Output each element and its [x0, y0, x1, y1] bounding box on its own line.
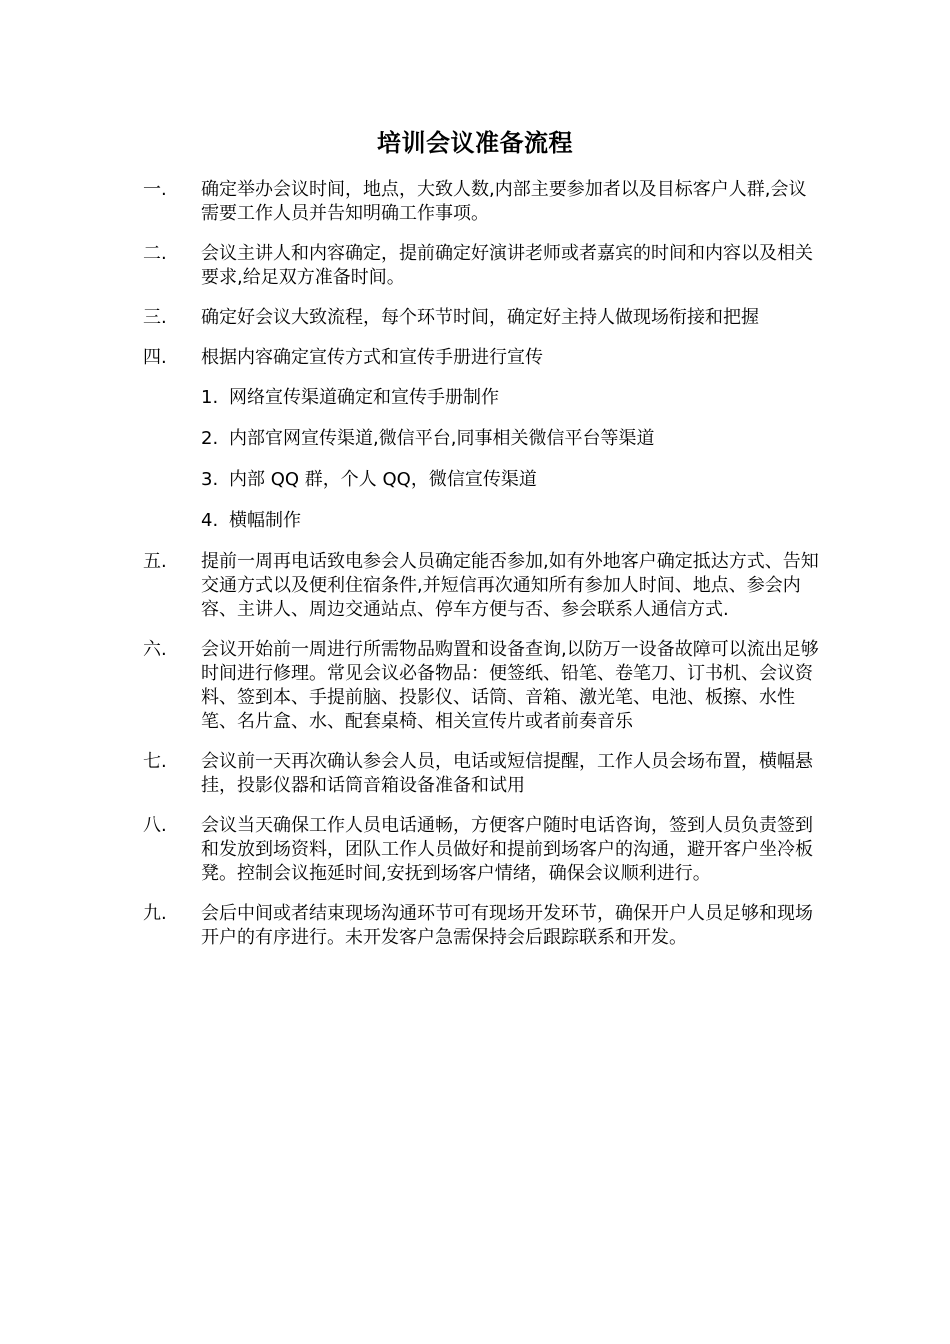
list-item-5: [143, 550, 823, 622]
sub-item-number: 3.: [201, 469, 219, 490]
item-text: 会议前一天再次确认参会人员，电话或短信提醒，工作人员会场布置，横幅悬挂，投影仪器和话筒音箱设备准备和试用: [201, 751, 813, 796]
item-text: 会议开始前一周进行所需物品购置和设备查询,以防万一设备故障可以流出足够时间进行修理。常见会议必备物品：便签纸、铅笔、卷笔刀、订书机、会议资料、签到本、手提前脑、投影仪、话筒、音箱、激光笔、电池、板擦、水性笔、名片盒、水、配套桌椅、相关宣传片或者前奏音乐: [201, 639, 819, 732]
item-number: 九.: [143, 903, 167, 924]
sub-item-3: [201, 468, 823, 492]
item-number: 六.: [143, 639, 167, 660]
item-text: 提前一周再电话致电参会人员确定能否参加,如有外地客户确定抵达方式、告知交通方式以及便利住宿条件,并短信再次通知所有参加人时间、地点、参会内容、主讲人、周边交通站点、停车方便与否、参会联系人通信方式.: [201, 551, 819, 620]
list-item-4: [143, 346, 823, 370]
sub-item-text: 内部官网宣传渠道,微信平台,同事相关微信平台等渠道: [229, 428, 655, 449]
sub-item-text: 横幅制作: [229, 510, 301, 531]
list-item-7: [143, 750, 823, 798]
process-list: [143, 178, 823, 966]
sub-item-number: 2.: [201, 428, 219, 449]
list-item-9: [143, 902, 823, 950]
sub-item-text: 网络宣传渠道确定和宣传手册制作: [229, 387, 499, 408]
sub-item-number: 1.: [201, 387, 219, 408]
sub-item-number: 4.: [201, 510, 219, 531]
item-text: 根据内容确定宣传方式和宣传手册进行宣传: [201, 347, 543, 368]
item-number: 一.: [143, 179, 167, 200]
sub-item-1: [201, 386, 823, 410]
item-number: 二.: [143, 243, 167, 264]
list-item-6: [143, 638, 823, 734]
item-text: 会议当天确保工作人员电话通畅，方便客户随时电话咨询，签到人员负责签到和发放到场资料，团队工作人员做好和提前到场客户的沟通，避开客户坐冷板凳。控制会议拖延时间,安抚到场客户情绪，确保会议顺利进行。: [201, 815, 813, 884]
document-title: 培训会议准备流程: [377, 129, 573, 157]
item-number: 三.: [143, 307, 167, 328]
item-text: 确定好会议大致流程，每个环节时间，确定好主持人做现场衔接和把握: [201, 307, 759, 328]
item-number: 七.: [143, 751, 167, 772]
item-number: 八.: [143, 815, 167, 836]
sub-item-text: 内部 QQ 群，个人 QQ，微信宣传渠道: [229, 469, 537, 490]
item-text: 会后中间或者结束现场沟通环节可有现场开发环节，确保开户人员足够和现场开户的有序进行。未开发客户急需保持会后跟踪联系和开发。: [201, 903, 813, 948]
list-item-3: [143, 306, 823, 330]
sub-item-2: [201, 427, 823, 451]
list-item-1: [143, 178, 823, 226]
item-text: 确定举办会议时间，地点，大致人数,内部主要参加者以及目标客户人群,会议需要工作人员并告知明确工作事项。: [201, 179, 807, 224]
list-item-2: [143, 242, 823, 290]
item-text: 会议主讲人和内容确定，提前确定好演讲老师或者嘉宾的时间和内容以及相关要求,给足双方准备时间。: [201, 243, 813, 288]
item-number: 五.: [143, 551, 167, 572]
list-item-8: [143, 814, 823, 886]
sub-item-4: [201, 509, 823, 533]
item-number: 四.: [143, 347, 167, 368]
